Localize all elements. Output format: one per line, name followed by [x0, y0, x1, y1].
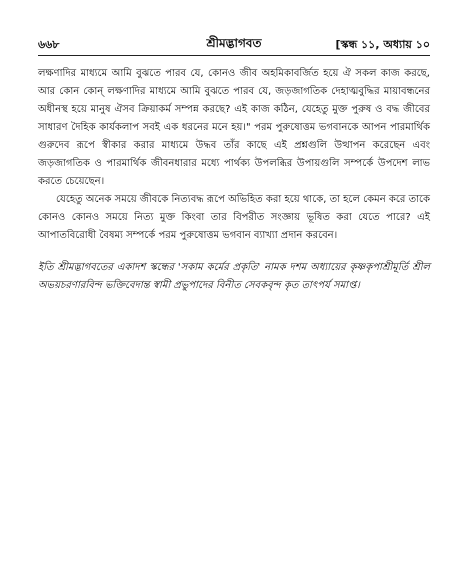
paragraph-1: লক্ষণাদির মাধ্যমে আমি বুঝতে পারব যে, কোনও জীব অহমিকাবর্জিত হয়ে ঐ সকল কাজ করছে, আর কোন কোন্ লক্ষণাদির মাধ্যমে আমি বুঝতে পারব যে, জড়জাগতিক দেহাত্মবুদ্ধির মায়াবন্ধনের অধীনস্থ হয়ে মানুষ ঐসব ক্রিয়াকর্ম সম্পন্ন করছে? এই কাজ কঠিন, যেহেতু মুক্ত পুরুষ ও বদ্ধ জীবের সাধারণ দৈহিক কার্যকলাপ সবই এক ধরনের মনে হয়।" পরম পুরুষোত্তম ভগবানকে আপন পারমার্থিক গুরুদেব রূপে স্বীকার করার মাধ্যমে উদ্ধব তাঁর কাছে এই প্রশ্নগুলি উত্থাপন করেছেন এবং জড়জাগতিক ও পারমার্থিক জীবনধারার মধ্যে পার্থক্য উপলব্ধির উপায়গুলি সম্পর্কে উপদেশ লাভ করতে চেয়েছেন। — [38, 68, 430, 187]
header-rule — [38, 55, 430, 56]
book-title: শ্রীমদ্ভাগবত — [206, 36, 262, 50]
chapter-reference: [স্কন্ধ ১১, অধ্যায় ১০ — [335, 38, 430, 51]
running-header — [38, 34, 430, 54]
book-page — [38, 34, 430, 305]
page-number: ৬৬৮ — [38, 38, 60, 51]
chapter-colophon: ইতি শ্রীমদ্ভাগবতের একাদশ স্কন্ধের 'সকাম কর্মের প্রকৃতি' নামক দশম অধ্যায়ের কৃষ্ণকৃপাশ্রীমূর্তি শ্রীল অভয়চরণারবিন্দ ভক্তিবেদান্ত স্বামী প্রভুপাদের বিনীত সেবকবৃন্দ কৃত তাৎপর্য সমাপ্ত। — [38, 262, 430, 291]
paragraph-2: যেহেতু অনেক সময়ে জীবকে নিত্যবদ্ধ রূপে অভিহিত করা হয়ে থাকে, তা হলে কেমন করে তাকে কোনও কোনও সময়ে নিত্য মুক্ত কিংবা তার বিপরীত সংজ্ঞায় ভূষিত করা যেতে পারে? এই আপাতবিরোধী বৈষম্য সম্পর্কে পরম পুরুষোত্তম ভগবান ব্যাখ্যা প্রদান করবেন। — [38, 194, 430, 241]
